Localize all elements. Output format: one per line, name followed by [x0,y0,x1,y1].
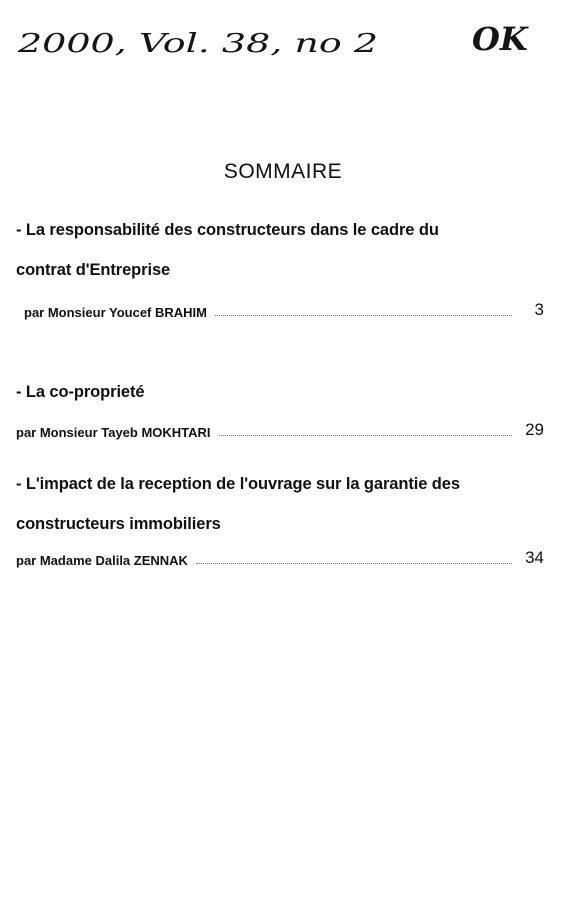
article-title-1-line-2: contrat d'Entreprise [16,261,171,279]
dot-leader-2 [219,434,512,436]
author-1: par Monsieur Youcef BRAHIM [24,305,207,320]
article-title-3 [16,464,556,544]
handwritten-annotation [0,10,566,70]
article-title-1 [16,210,536,290]
page-number-1: 3 [534,300,544,319]
article-title-1-line-1: - La responsabilité des constructeurs dans le cadre du [16,221,439,239]
toc-entry-1-author-row [24,300,544,320]
dot-leader-1 [215,314,512,316]
author-3: par Madame Dalila ZENNAK [16,553,188,568]
article-title-3-line-1: - L'impact de la reception de l'ouvrage sur la garantie des [16,475,460,493]
toc-entry-2-author-row [16,420,544,440]
dot-leader-3 [196,562,512,564]
author-2: par Monsieur Tayeb MOKHTARI [16,425,211,440]
toc-entry-3-author-row [16,548,544,568]
handwritten-annotation-graphic [0,10,566,70]
page-number-3: 34 [525,548,544,567]
article-title-2-line-1: - La co-proprieté [16,383,145,401]
ok-mark: OK [472,20,528,58]
page-number-2: 29 [525,420,544,439]
handwritten-annotation-text: 2000, Vol. 38, no 2 [16,29,378,59]
article-title-3-line-2: constructeurs immobiliers [16,515,221,533]
article-title-2 [16,372,536,412]
page-title: SOMMAIRE [223,160,343,183]
